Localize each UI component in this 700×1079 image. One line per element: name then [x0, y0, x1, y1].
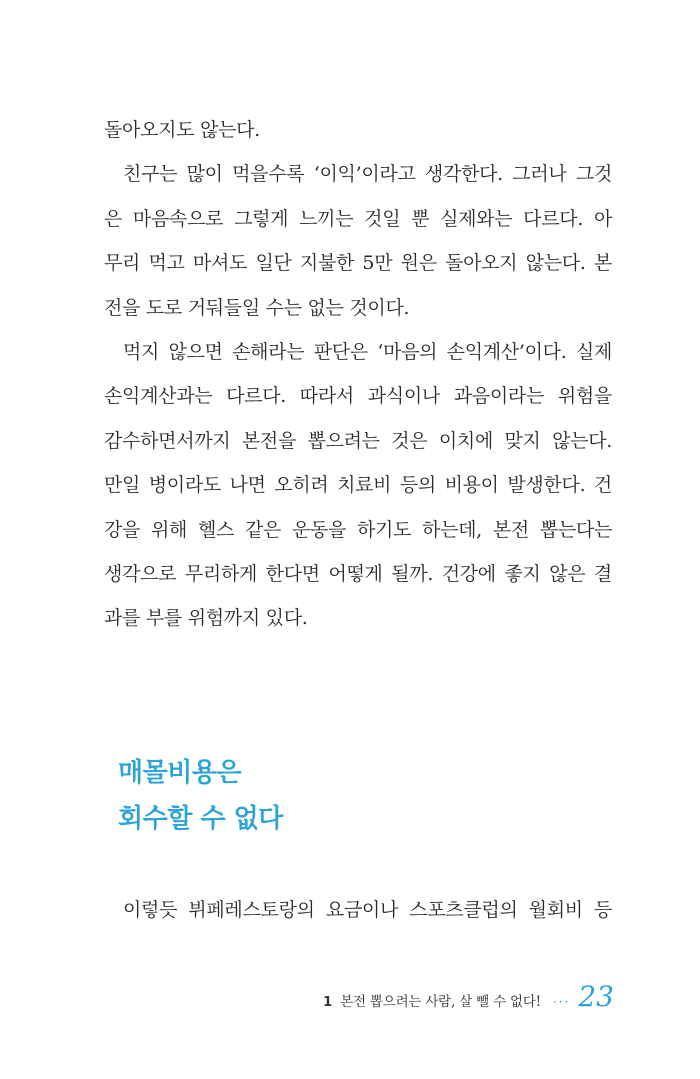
section-heading-line: 매몰비용은: [118, 758, 242, 788]
text-line: 강을 위해 헬스 같은 운동을 하기도 하는데, 본전 뽑는다는: [104, 518, 612, 541]
body-text-after-heading: [104, 888, 612, 932]
chapter-title: 본전 뽑으려는 사람, 살 뺄 수 없다!: [340, 994, 541, 1010]
text-line: 이렇듯 뷔페레스토랑의 요금이나 스포츠클럽의 월회비 등: [123, 899, 612, 921]
text-line: 손익계산과는 다르다. 따라서 과식이나 과음이라는 위험을: [104, 385, 612, 408]
page-number: 23: [578, 980, 614, 1013]
section-heading-line: 회수할 수 없다: [118, 804, 283, 834]
text-line: 친구는 많이 먹을수록 ‘이익’이라고 생각한다. 그러나 그것: [123, 163, 612, 186]
text-line: 먹지 않으면 손해라는 판단은 ‘마음의 손익계산’이다. 실제: [123, 340, 612, 363]
text-line: 돌아오지도 않는다.: [104, 119, 260, 141]
footer-dots: ···: [552, 995, 571, 1009]
text-line: 만일 병이라도 나면 오히려 치료비 등의 비용이 발생한다. 건: [104, 474, 612, 497]
text-line: 무리 먹고 마셔도 일단 지불한 5만 원은 돌아오지 않는다. 본: [104, 252, 612, 275]
body-text: [104, 108, 612, 641]
text-line: 은 마음속으로 그렇게 느끼는 것일 뿐 실제와는 다르다. 아: [104, 207, 612, 230]
text-line: 감수하면서까지 본전을 뽑으려는 것은 이치에 맞지 않는다.: [104, 429, 612, 452]
text-line: 전을 도로 거둬들일 수는 없는 것이다.: [104, 296, 410, 319]
running-footer: [323, 980, 614, 1016]
chapter-number: 1: [323, 995, 333, 1010]
text-line: 생각으로 무리하게 한다면 어떻게 될까. 건강에 좋지 않은 결: [104, 562, 612, 585]
section-heading: [118, 750, 283, 842]
text-line: 과를 부를 위험까지 있다.: [104, 607, 308, 630]
